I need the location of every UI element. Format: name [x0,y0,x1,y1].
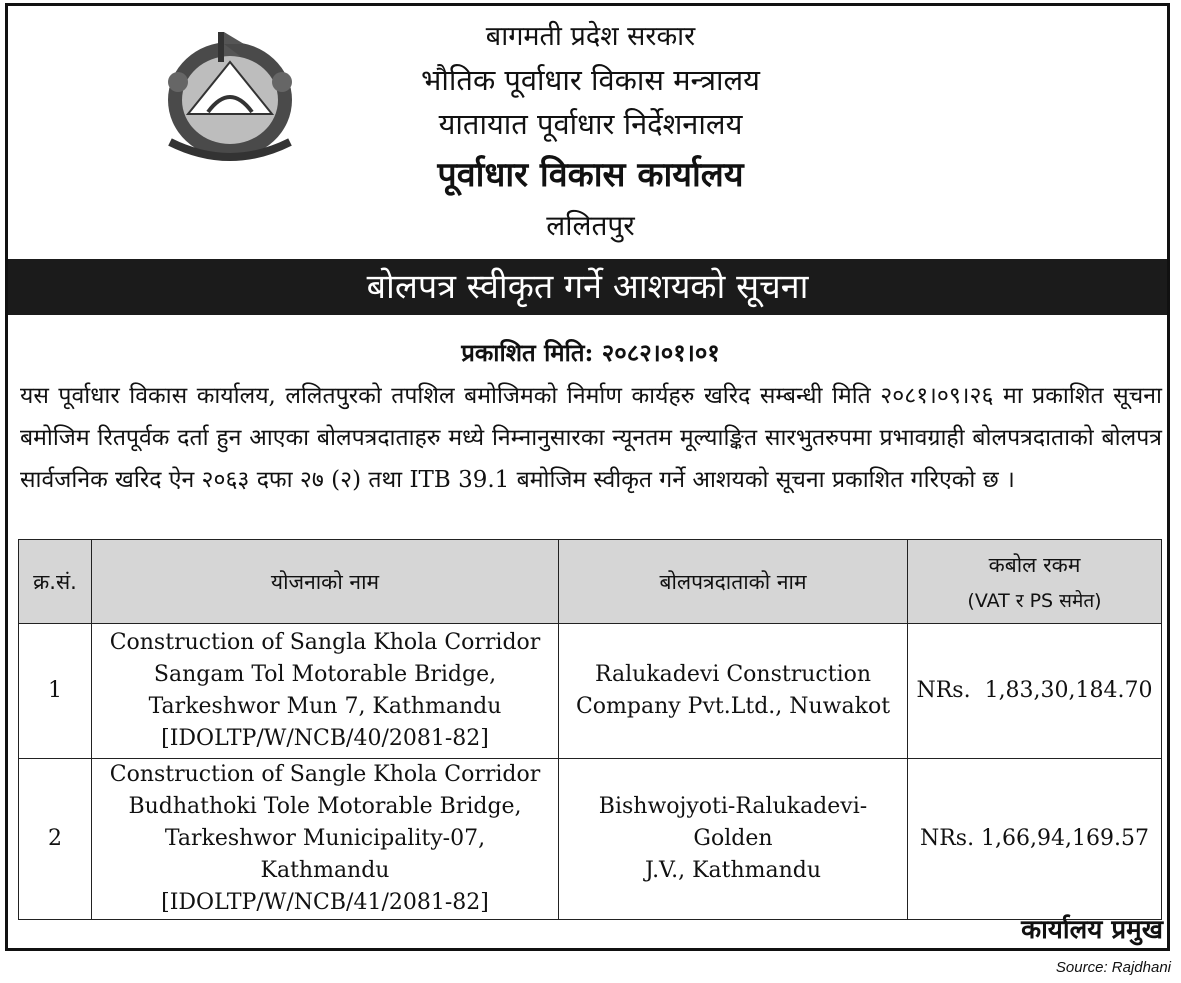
row-sn: 1 [19,624,92,759]
row-amount: NRs. 1,66,94,169.57 [908,759,1162,920]
bidder-line: Bishwojyoti-Ralukadevi-Golden [598,794,868,851]
ministry-name: भौतिक पूर्वाधार विकास मन्त्रालय [421,63,760,97]
bidder-line: Company Pvt.Ltd., Nuwakot [575,694,891,719]
published-date [0,336,1181,369]
project-line: [IDOLTP/W/NCB/40/2081-82] [161,726,489,751]
office-location: ललितपुर [546,209,635,242]
office-name: पूर्वाधार विकास कार्यालय [437,155,744,195]
project-line: Construction of Sangla Khola Corridor [109,630,541,655]
header-amount [908,540,1162,624]
bidder-line: Ralukadevi Construction [594,662,872,687]
notice-title-banner: बोलपत्र स्वीकृत गर्ने आशयको सूचना [8,259,1167,315]
project-line: [IDOLTP/W/NCB/41/2081-82] [161,890,489,915]
table-row [19,624,1162,759]
project-line: Tarkeshwor Municipality-07, Kathmandu [164,826,486,883]
project-line: Sangam Tol Motorable Bridge, [153,662,497,687]
row-sn: 2 [19,759,92,920]
directorate-name: यातायात पूर्वाधार निर्देशनालय [438,107,743,141]
row-bidder [559,624,908,759]
project-line: Budhathoki Tole Motorable Bridge, [128,794,522,819]
project-line: Tarkeshwor Mun 7, Kathmandu [148,694,502,719]
header-amount-label: कबोल रकम [988,552,1081,577]
published-date-value: २०८२।०१।०१ [601,338,720,367]
header-bidder: बोलपत्रदाताको नाम [559,540,908,624]
published-date-label: प्रकाशित मिति: [461,338,594,367]
government-name: बागमती प्रदेश सरकार [485,21,696,52]
signoff-office-chief: कार्यालय प्रमुख [1021,915,1163,945]
notice-body: यस पूर्वाधार विकास कार्यालय, ललितपुरको तपशिल बमोजिमको निर्माण कार्यहरु खरिद सम्बन्धी मिति २०८१।०९।२६ मा प्रकाशित सूचना बमोजिम रितपूर्वक दर्ता हुन आएका बोलपत्रदाताहरु मध्ये निम्नानुसारका न्यूनतम मूल्याङ्कित सारभुतरुपमा प्रभावग्राही बोलपत्रदाताको बोलपत्र सार्वजनिक खरिद ऐन २०६३ दफा २७ (२) तथा ITB 39.1 बमोजिम स्वीकृत गर्ने आशयको सूचना प्रकाशित गरिएको छ । [20,383,1162,493]
row-project [92,624,559,759]
row-bidder [559,759,908,920]
header-project: योजनाको नाम [92,540,559,624]
row-amount: NRs. 1,83,30,184.70 [908,624,1162,759]
bidder-line: J.V., Kathmandu [644,858,822,883]
table-header-row [19,540,1162,624]
row-project [92,759,559,920]
header-amount-note: (VAT र PS समेत) [967,589,1102,612]
source-credit: Source: Rajdhani [1055,959,1171,976]
table-row [19,759,1162,920]
award-table [18,539,1162,920]
project-line: Construction of Sangle Khola Corridor [109,762,541,787]
header-sn: क्र.सं. [19,540,92,624]
